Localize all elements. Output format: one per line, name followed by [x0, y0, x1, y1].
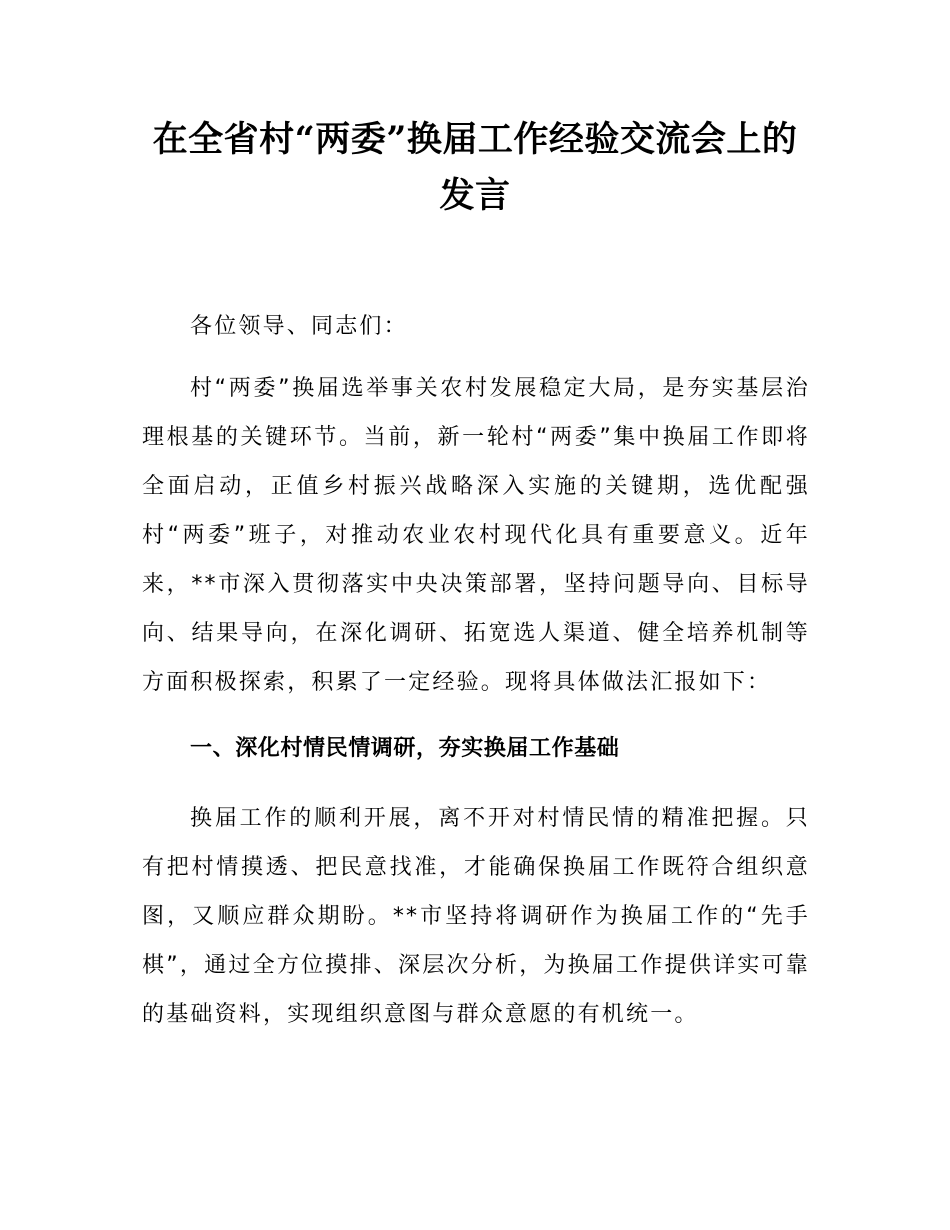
page-title: 在全省村“两委”换届工作经验交流会上的发言 [152, 119, 798, 216]
section-heading: 一、深化村情民情调研，夯实换届工作基础 [190, 736, 620, 761]
section-paragraph: 换届工作的顺利开展，离不开对村情民情的精准把握。只有把村情摸透、把民意找准，才能确保换届工作既符合组织意图，又顺应群众期盼。**市坚持将调研作为换届工作的“先手棋”，通过全方位摸排、深层次分析，为换届工作提供详实可靠的基础资料，实现组织意图与群众意愿的有机统一。 [142, 806, 810, 1027]
intro-paragraph: 村“两委”换届选举事关农村发展稳定大局，是夯实基层治理根基的关键环节。当前，新一轮村“两委”集中换届工作即将全面启动，正值乡村振兴战略深入实施的关键期，选优配强村“两委”班子，对推动农业农村现代化具有重要意义。近年来，**市深入贯彻落实中央决策部署，坚持问题导向、目标导向、结果导向，在深化调研、拓宽选人渠道、健全培养机制等方面积极探索，积累了一定经验。现将具体做法汇报如下： [142, 376, 810, 695]
greeting: 各位领导、同志们： [190, 314, 408, 339]
